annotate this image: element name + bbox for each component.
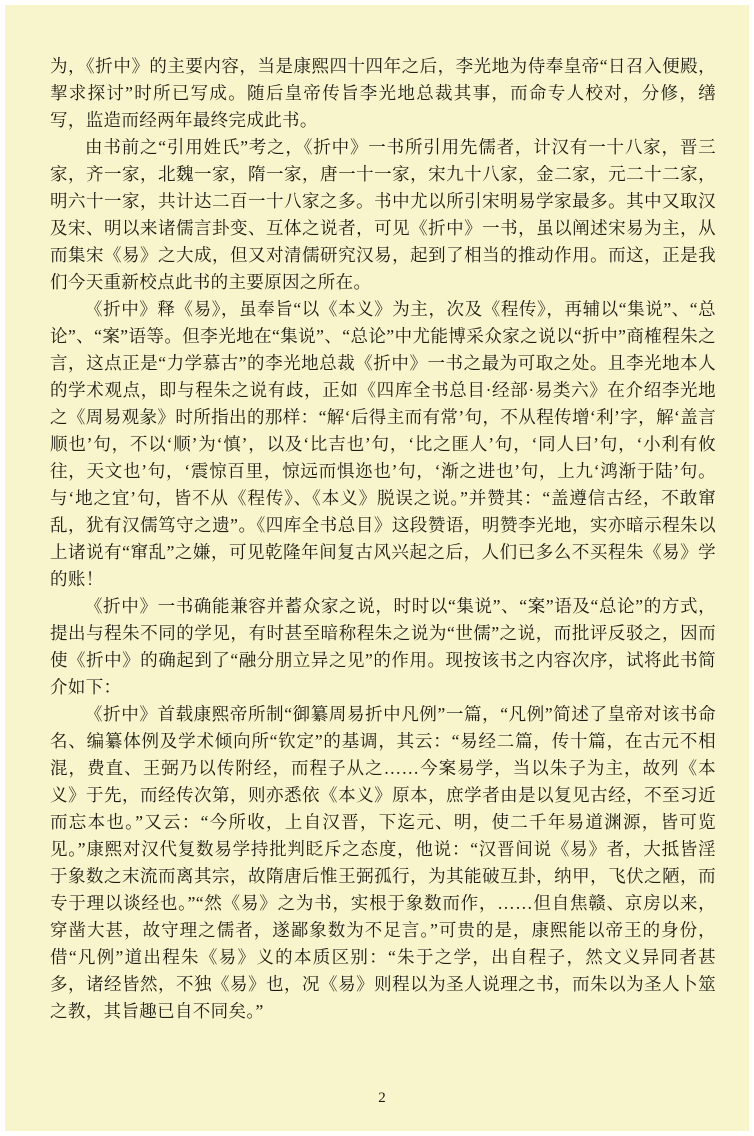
- document-page: [5, 5, 749, 1131]
- paragraph: 为，《折中》的主要内容，当是康熙四十四年之后，李光地为侍奉皇帝“日召入便殿，挈求探讨”时所已写成。随后皇帝传旨李光地总裁其事，而命专人校对，分修，缮写，监造而经两年最终完成此书。: [50, 56, 716, 130]
- paragraph: 《折中》释《易》，虽奉旨“以《本义》为主，次及《程传》，再辅以“集说”、“总论”、“案”语等。但李光地在“集说”、“总论”中尤能博采众家之说以“折中”商榷程朱之言，这点正是“力学慕古”的李光地总裁《折中》一书之最为可取之处。且李光地本人的学术观点，即与程朱之说有歧，正如《四库全书总目·经部·易类六》在介绍李光地之《周易观彖》时所指出的那样：“解‘后得主而有常’句，不从程传增‘利’字，解‘盖言顺也’句，不以‘顺’为‘慎’，以及‘比吉也’句，‘比之匪人’句，‘同人曰’句，‘小利有攸往，天文也’句，‘震惊百里，惊远而惧迩也’句，‘渐之进也’句，上九‘鸿渐于陆’句。与‘地之宜’句，皆不从《程传》、《本义》脱误之说。”并赞其：“盖遵信古经，不敢窜乱，犹有汉儒笃守之遗”。《四库全书总目》这段赞语，明赞李光地，实亦暗示程朱以上诸说有“窜乱”之嫌，可见乾隆年间复古风兴起之后，人们已多么不买程朱《易》学的账！: [50, 299, 716, 589]
- page-number: 2: [378, 1090, 386, 1106]
- paragraph: 由书前之“引用姓氏”考之，《折中》一书所引用先儒者，计汉有一十八家，晋三家，齐一家，北魏一家，隋一家，唐一十一家，宋九十八家，金二家，元二十二家，明六十一家，共计达二百一十八家之多。书中尤以所引宋明易学家最多。其中又取汉及宋、明以来诸儒言卦变、互体之说者，可见《折中》一书，虽以阐述宋易为主，从而集宋《易》之大成，但又对清儒研究汉易，起到了相当的推动作用。而这，正是我们今天重新校点此书的主要原因之所在。: [50, 137, 716, 292]
- paragraph: 《折中》首载康熙帝所制“御纂周易折中凡例”一篇，“凡例”简述了皇帝对该书命名、编纂体例及学术倾向所“钦定”的基调，其云：“易经二篇，传十篇，在古元不相混，费直、王弼乃以传附经，而程子从之……今案易学，当以朱子为主，故列《本义》于先，而经传次第，则亦悉依《本义》原本，庶学者由是以复见古经，不至习近而忘本也。”又云：“今所收，上自汉晋，下迄元、明，使二千年易道渊源，皆可览见。”康熙对汉代复数易学持批判眨斥之态度，他说：“汉晋间说《易》者，大抵皆淫于象数之末流而离其宗，故隋唐后惟王弼孤行，为其能破互卦，纳甲，飞伏之陋，而专于理以谈经也。”“然《易》之为书，实根于象数而作，……但自焦赣、京房以来，穿凿大甚，故守理之儒者，遂鄙象数为不足言。”可贵的是，康熙能以帝王的身份，借“凡例”道出程朱《易》义的本质区别：“朱于之学，出自程子，然文义异同者甚多，诸经皆然，不独《易》也，况《易》则程以为圣人说理之书，而朱以为圣人卜筮之教，其旨趣已自不同矣。”: [50, 704, 716, 1021]
- paragraph: 《折中》一书确能兼容并蓄众家之说，时时以“集说”、“案”语及“总论”的方式，提出与程朱不同的学见，有时甚至暗称程朱之说为“世儒”之说，而批评反驳之，因而使《折中》的确起到了“融分朋立异之见”的作用。现按该书之内容次序，试将此书简介如下：: [50, 596, 716, 697]
- body-text: [50, 53, 716, 1025]
